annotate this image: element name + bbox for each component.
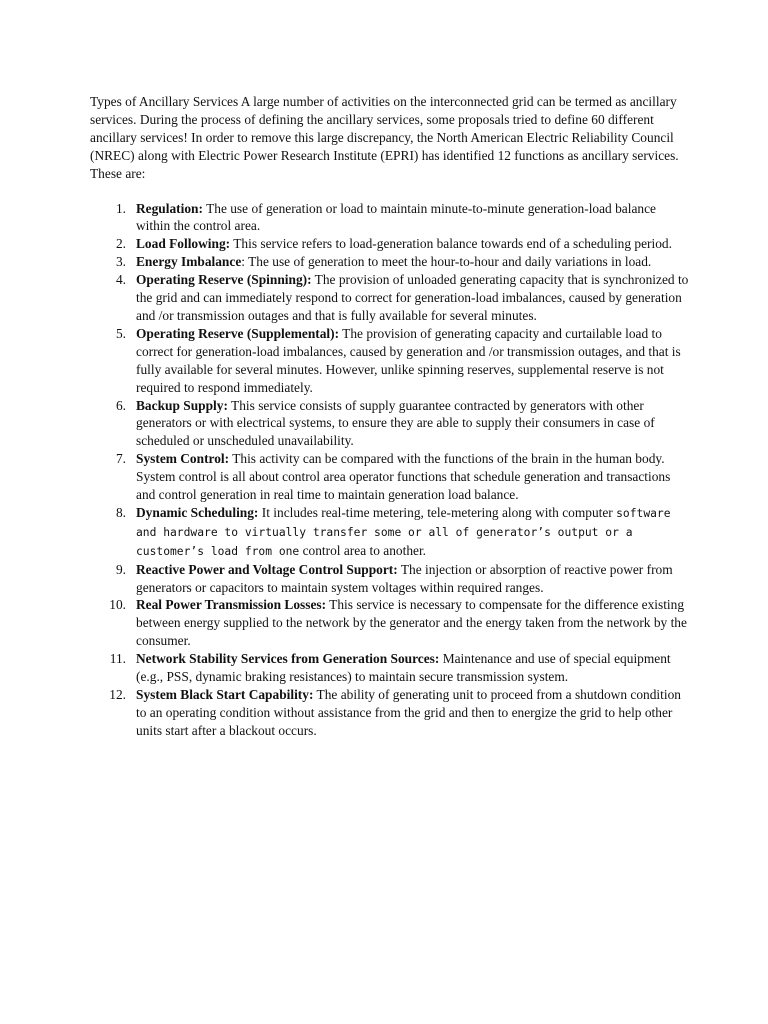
list-item bbox=[90, 325, 690, 397]
list-item-number: 3. bbox=[115, 254, 126, 270]
list-item-description: It includes real-time metering, tele-metering along with computer bbox=[258, 504, 613, 520]
list-item-description: The ability of generating unit to proceed from a shutdown condition to an operating condition without assistance from the grid and then to energize the grid to help other units start after a blackout occurs. bbox=[136, 687, 681, 738]
list-item-number: 1. bbox=[115, 200, 126, 216]
list-item-number: 6. bbox=[115, 397, 126, 413]
list-item-term: Real Power Transmission Losses: bbox=[136, 597, 327, 613]
list-item-number: 4. bbox=[115, 272, 126, 288]
list-item-term: Network Stability Services from Generation Sources: bbox=[136, 651, 440, 667]
list-item-number: 11. bbox=[109, 651, 126, 667]
list-item-number: 7. bbox=[115, 451, 126, 467]
list-item bbox=[90, 650, 690, 686]
document-page bbox=[90, 93, 690, 740]
list-item-term: Backup Supply: bbox=[136, 397, 228, 413]
list-item-description: This service refers to load-generation balance towards end of a scheduling period. bbox=[230, 236, 672, 252]
list-item bbox=[90, 596, 690, 650]
list-item-term: Energy Imbalance bbox=[136, 254, 242, 270]
intro-paragraph: Types of Ancillary Services A large number of activities on the interconnected grid can be termed as ancillary services. During the process of defining the ancillary services, some proposals tried to define 60 different ancillary services! In order to remove this large discrepancy, the North American Electric Reliability Council (NREC) along with Electric Power Research Institute (EPRI) has identified 12 functions as ancillary services. These are: bbox=[90, 94, 679, 181]
list-item bbox=[90, 200, 690, 236]
list-item bbox=[90, 561, 690, 597]
list-item-description: The provision of generating capacity and curtailable load to correct for generation-load imbalances, caused by generation and /or transmission outages, and that is fully available for several minutes. However, unlike spinning reserves, supplemental reserve is not required to respond immediately. bbox=[136, 325, 681, 395]
list-item-term: Operating Reserve (Spinning): bbox=[136, 272, 312, 288]
list-item-description: This service consists of supply guarantee contracted by generators with other generators or with electrical systems, to ensure they are able to supply their consumers in case of scheduled or unscheduled unavailability. bbox=[136, 397, 655, 449]
list-item-description: Maintenance and use of special equipment (e.g., PSS, dynamic braking resistances) to maintain secure transmission system. bbox=[136, 651, 671, 685]
list-item-description: The use of generation or load to maintain minute-to-minute generation-load balance within the control area. bbox=[136, 200, 656, 234]
list-item bbox=[90, 271, 690, 325]
list-item bbox=[90, 450, 690, 504]
list-item-term: System Black Start Capability: bbox=[136, 687, 314, 702]
list-item bbox=[90, 686, 690, 740]
list-item bbox=[90, 235, 690, 253]
list-item-number: 5. bbox=[115, 325, 126, 341]
list-item-description: The provision of unloaded generating capacity that is synchronized to the grid and can immediately respond to correct for generation-load imbalances, caused by generation and /or transmission outages and that is fully available for several minutes. bbox=[136, 272, 689, 323]
list-item-term: Load Following: bbox=[136, 236, 231, 252]
list-item-number: 10. bbox=[109, 597, 126, 613]
list-item-term: Reactive Power and Voltage Control Support: bbox=[136, 561, 398, 577]
list-item-description: This activity can be compared with the functions of the brain in the human body. System control is all about control area operator functions that schedule generation and transactions and control generation in real time to maintain generation load balance. bbox=[136, 451, 671, 503]
list-item bbox=[90, 253, 690, 271]
list-item-description: The injection or absorption of reactive power from generators or capacitors to maintain system voltages within required ranges. bbox=[136, 561, 673, 595]
list-item-number: 2. bbox=[115, 236, 126, 252]
list-item-term: Dynamic Scheduling: bbox=[136, 504, 259, 520]
list-item-term: Regulation: bbox=[136, 200, 203, 216]
list-item-number: 12. bbox=[109, 687, 126, 702]
list-item-description-tail: control area to another. bbox=[299, 542, 427, 558]
list-item-description: This service is necessary to compensate for the difference existing between energy supplied to the network by the generator and the energy taken from the network by the consumer. bbox=[136, 597, 687, 649]
list-item-description-monospace: software and hardware to virtually transfer some or all of generator’s output or a customer’s load from one bbox=[136, 506, 671, 558]
list-item-description: : The use of generation to meet the hour-to-hour and daily variations in load. bbox=[241, 254, 652, 270]
list-item-number: 8. bbox=[115, 504, 126, 520]
list-item-term: Operating Reserve (Supplemental): bbox=[136, 325, 340, 341]
list-item bbox=[90, 397, 690, 451]
list-item-term: System Control: bbox=[136, 451, 230, 467]
list-item bbox=[90, 504, 690, 561]
list-item-number: 9. bbox=[115, 561, 126, 577]
ancillary-services-list bbox=[90, 200, 690, 740]
